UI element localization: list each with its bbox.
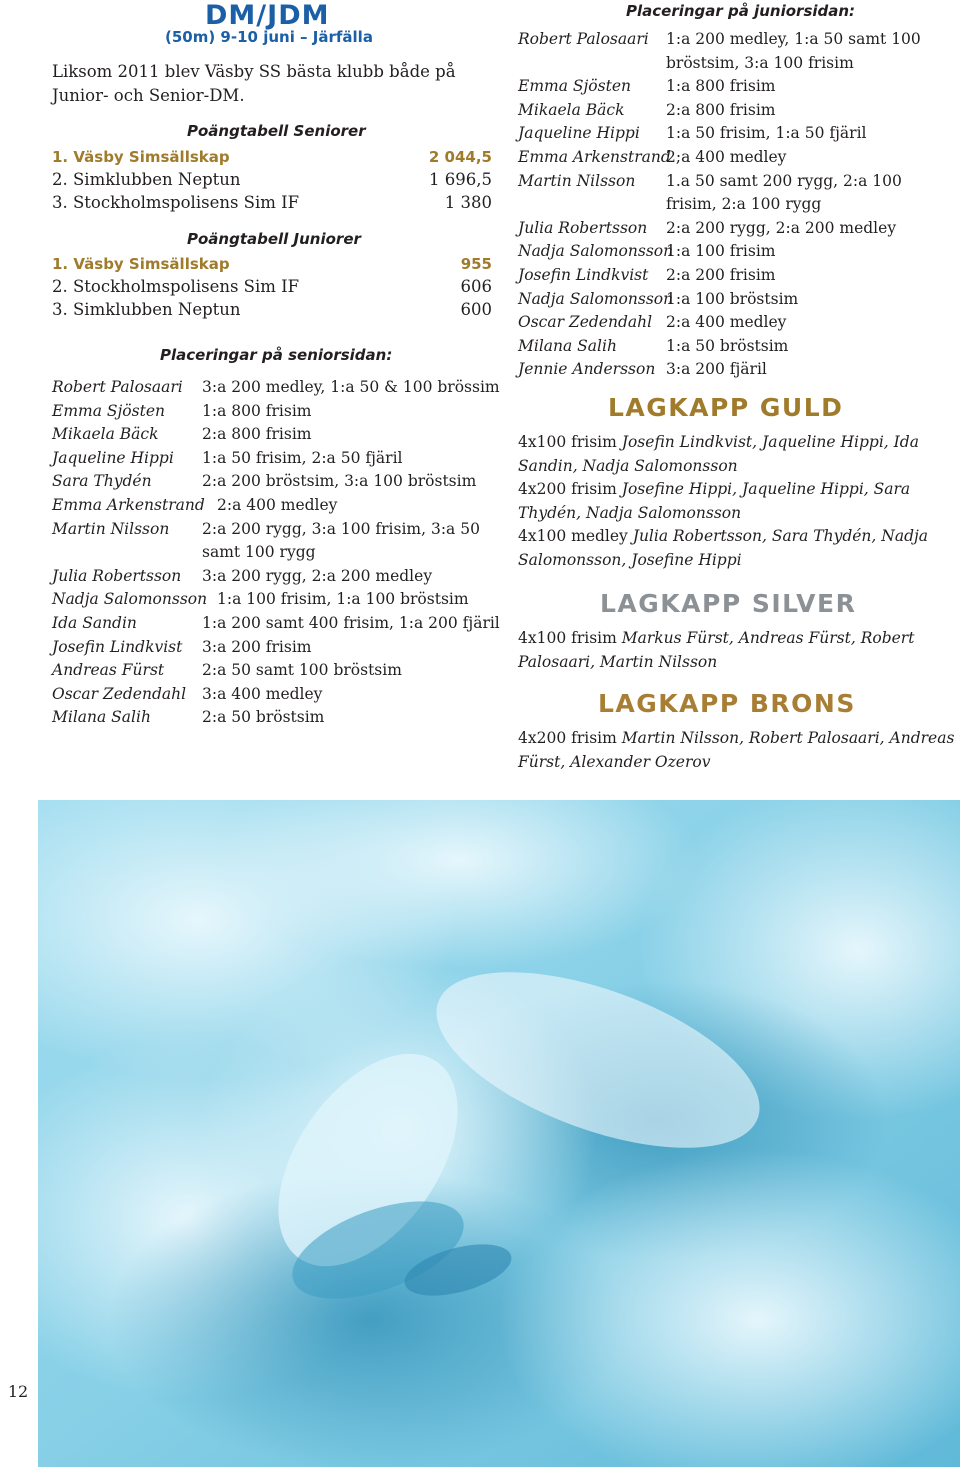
relay-event: 4x100 frisim [518, 629, 617, 647]
swimmer-name: Nadja Salomonsson [518, 289, 674, 308]
placement-result: 3:a 400 medley [202, 684, 323, 703]
relay-silver-title: LAGKAPP SILVER [600, 589, 857, 618]
page-subtitle: (50m) 9-10 juni – Järfälla [165, 28, 373, 46]
placement-item [52, 494, 502, 518]
senior-placements-heading: Placeringar på seniorsidan: [160, 346, 393, 364]
swimmer-name: Sara Thydén [52, 472, 152, 491]
placement-item [518, 335, 938, 359]
swimmer-name: Robert Palosaari [518, 30, 649, 48]
placement-result: 2:a 200 rygg, 2:a 200 medley [666, 218, 897, 237]
placement-item [518, 170, 938, 217]
club-points: 1 380 [444, 193, 492, 212]
placement-item [52, 423, 502, 447]
swimmer-name: Jaqueline Hippi [52, 448, 174, 467]
table-row [52, 298, 492, 322]
placement-item [518, 122, 938, 146]
placement-result: 2:a 200 rygg, 3:a 100 frisim, 3:a 50 samt 100 rygg [202, 519, 480, 562]
placement-result: 1:a 800 frisim [202, 401, 312, 420]
placement-item [518, 28, 938, 75]
relay-gold-title: LAGKAPP GULD [608, 393, 844, 422]
placement-item [52, 447, 502, 471]
swimmer-name: Milana Salih [518, 336, 617, 355]
swimmer-name: Martin Nilsson [52, 519, 170, 538]
placement-result: 1:a 50 frisim, 1:a 50 fjäril [666, 124, 867, 143]
club-points: 2 044,5 [428, 148, 492, 166]
placement-result: 2;a 400 medley [666, 147, 787, 166]
relay-entry [518, 431, 958, 478]
placement-item [52, 612, 502, 636]
swimmer-name: Mikaela Bäck [52, 425, 159, 444]
page-number: 12 [0, 1360, 36, 1424]
placement-item [52, 683, 502, 707]
placement-result: 3:a 200 medley, 1:a 50 & 100 brössim [202, 378, 500, 396]
placement-item [518, 288, 938, 312]
club-points: 1 696,5 [429, 170, 492, 189]
placement-item [518, 146, 938, 170]
club-name: 3. Simklubben Neptun [52, 300, 241, 319]
placement-item [518, 99, 938, 123]
seniors-table-heading: Poängtabell Seniorer [187, 122, 366, 140]
relay-event: 4x100 medley [518, 527, 628, 546]
senior-placements-list [52, 376, 502, 730]
swimmer-name: Oscar Zedendahl [518, 313, 653, 332]
placement-result: 1:a 100 bröstsim [666, 289, 799, 308]
swimmer-name: Julia Robertsson [518, 218, 648, 237]
table-row [52, 252, 492, 276]
junior-placements-heading: Placeringar på juniorsidan: [626, 2, 856, 20]
placement-item [52, 659, 502, 683]
relay-event: 4x200 frisim [518, 729, 617, 747]
placement-result: 2:a 50 samt 100 bröstsim [202, 661, 402, 680]
placement-item [518, 264, 938, 288]
swimmer-name: Julia Robertsson [52, 566, 182, 585]
junior-placements-list [518, 28, 938, 382]
placement-result: 1:a 50 frisim, 2:a 50 fjäril [202, 448, 403, 467]
club-points: 955 [460, 255, 492, 273]
swimmer-name: Martin Nilsson [518, 171, 636, 190]
juniors-table-heading: Poängtabell Juniorer [187, 230, 361, 248]
page-title: DM/JDM [205, 0, 330, 31]
swimmer-name: Emma Arkenstrand [518, 147, 671, 166]
swimmer-name: Oscar Zedendahl [52, 684, 187, 703]
relay-names: Martin Nilsson, Robert Palosaari, Andreas Fürst, Alexander Ozerov [518, 729, 955, 771]
swimmer-name: Andreas Fürst [52, 661, 165, 680]
swimmer-photo [38, 800, 960, 1467]
swimmer-name: Nadja Salomonsson [518, 242, 674, 261]
placement-item [52, 470, 502, 494]
table-row [52, 275, 492, 299]
relay-entry [518, 525, 958, 572]
placement-result: 1:a 800 frisim [666, 77, 776, 96]
placement-result: 1:a 200 medley, 1:a 50 samt 100 bröstsim, 3:a 100 frisim [666, 30, 921, 72]
placement-item [52, 400, 502, 424]
placement-item [518, 240, 938, 264]
relay-names: Julia Robertsson, Sara Thydén, Nadja Salomonsson, Josefine Hippi [518, 527, 929, 569]
placement-item [52, 636, 502, 660]
placement-item [518, 217, 938, 241]
swimmer-name: Mikaela Bäck [518, 100, 625, 119]
table-row [52, 145, 492, 169]
swimmer-name: Emma Sjösten [52, 401, 165, 420]
relay-event: 4x200 frisim [518, 480, 617, 499]
swimmer-name: Milana Salih [52, 708, 151, 727]
relay-entry [518, 478, 958, 525]
relay-bronze-title: LAGKAPP BRONS [598, 689, 856, 718]
swimmer-name: Emma Sjösten [518, 77, 631, 96]
intro-paragraph: Liksom 2011 blev Väsby SS bästa klubb både på Junior- och Senior-DM. [52, 62, 456, 105]
placement-result: 1:a 200 samt 400 frisim, 1:a 200 fjäril [202, 613, 500, 632]
placement-result: 2:a 800 frisim [202, 425, 312, 444]
club-name: 1. Väsby Simsällskap [52, 255, 230, 273]
placement-result: 1:a 50 bröstsim [666, 336, 789, 355]
placement-item [52, 518, 502, 565]
table-row [52, 191, 492, 215]
swimmer-name: Robert Palosaari [52, 378, 183, 396]
relay-names: Markus Fürst, Andreas Fürst, Robert Palosaari, Martin Nilsson [518, 629, 915, 671]
placement-item [52, 588, 502, 612]
placement-result: 3:a 200 frisim [202, 637, 312, 656]
relay-event: 4x100 frisim [518, 433, 617, 451]
relay-names: Josefine Hippi, Jaqueline Hippi, Sara Thydén, Nadja Salomonsson [518, 480, 911, 522]
club-name: 2. Stockholmspolisens Sim IF [52, 277, 300, 296]
placement-result: 3:a 200 rygg, 2:a 200 medley [202, 566, 433, 585]
placement-item [518, 75, 938, 99]
swimmer-name: Jennie Andersson [518, 360, 656, 379]
relay-entry [518, 627, 958, 674]
placement-result: 2:a 50 bröstsim [202, 708, 325, 727]
placement-result: 2:a 400 medley [666, 313, 787, 332]
relay-silver-text [518, 627, 958, 674]
club-name: 3. Stockholmspolisens Sim IF [52, 193, 300, 212]
swimmer-name: Josefin Lindkvist [52, 637, 183, 656]
placement-item [52, 376, 502, 400]
placement-item [518, 311, 938, 335]
club-name: 2. Simklubben Neptun [52, 170, 241, 189]
placement-item [52, 565, 502, 589]
placement-result: 2:a 200 bröstsim, 3:a 100 bröstsim [202, 472, 477, 491]
relay-bronze-text [518, 727, 958, 774]
swimmer-name: Josefin Lindkvist [518, 265, 649, 284]
placement-result: 1:a 100 frisim, 1:a 100 bröstsim [217, 590, 469, 609]
swimmer-name: Jaqueline Hippi [518, 124, 640, 143]
placement-item [52, 706, 502, 730]
swimmer-name: Ida Sandin [52, 613, 137, 632]
club-name: 1. Väsby Simsällskap [52, 148, 230, 166]
relay-names: Josefin Lindkvist, Jaqueline Hippi, Ida Sandin, Nadja Salomonsson [518, 433, 919, 475]
table-row [52, 168, 492, 192]
club-points: 606 [460, 277, 492, 296]
placement-result: 1:a 100 frisim [666, 242, 776, 261]
placement-item [518, 358, 938, 382]
relay-gold-text [518, 431, 958, 573]
swimmer-name: Nadja Salomonsson [52, 590, 208, 609]
placement-result: 1.a 50 samt 200 rygg, 2:a 100 frisim, 2:a 100 rygg [666, 171, 902, 214]
placement-result: 2:a 400 medley [217, 495, 338, 514]
club-points: 600 [460, 300, 492, 319]
placement-result: 2:a 200 frisim [666, 265, 776, 284]
placement-result: 3:a 200 fjäril [666, 360, 767, 379]
swimmer-name: Emma Arkenstrand [52, 495, 205, 514]
relay-entry [518, 727, 958, 774]
placement-result: 2:a 800 frisim [666, 100, 776, 119]
